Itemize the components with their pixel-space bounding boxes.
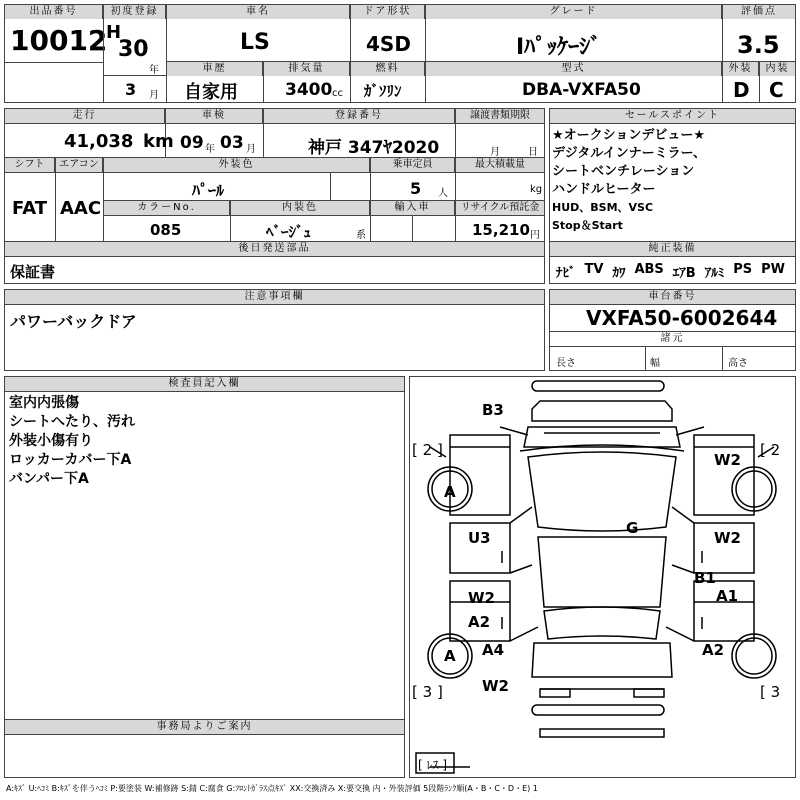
equipment-item: PW	[761, 262, 785, 277]
capacity: 5	[410, 179, 422, 198]
diagram-mark: A4	[482, 641, 505, 659]
recycle-amount: 15,210	[472, 221, 530, 239]
diagram-mark: A1	[716, 587, 739, 605]
bracket-top-right: [ 2	[760, 441, 781, 459]
bracket-bottom-left: [ 3 ]	[412, 683, 443, 701]
int-color-label: 内装色	[231, 201, 370, 215]
grade-label: グレード	[426, 5, 722, 19]
recycle-label: リサイクル預託金	[456, 201, 544, 215]
max-load-unit: kg	[530, 184, 543, 195]
mileage: 41,038	[64, 131, 134, 152]
aircon: AAC	[60, 198, 102, 219]
sales-point-list	[552, 127, 706, 235]
capacity-unit: 人	[438, 188, 448, 199]
resu-label: [ ﾚｽ ]	[418, 758, 448, 772]
sales-point-line: シートベンチレーション	[552, 164, 695, 179]
diagram-mark: A2	[702, 641, 725, 659]
inspection-year-unit: 年	[205, 144, 215, 155]
first-reg-month: 3	[125, 80, 137, 99]
history-label: 車歴	[167, 62, 263, 76]
notes-label: 注意事項欄	[5, 290, 544, 304]
office-label: 事務局よりご案内	[5, 720, 404, 734]
aircon-label: エアコン	[56, 158, 103, 172]
equipment-item: TV	[584, 262, 604, 277]
mileage-unit: km	[143, 131, 174, 152]
inspection-label: 車検	[166, 109, 263, 123]
color-no-label: カラーNo.	[104, 201, 230, 215]
equipment-item: PS	[733, 262, 753, 277]
first-reg-era: H	[106, 22, 122, 43]
equipment-label: 純正装備	[550, 242, 795, 256]
inspector-line: バンパー下A	[9, 471, 89, 487]
import-label: 輸入車	[371, 201, 455, 215]
plate-number: 神戸 347ﾔ2020	[308, 138, 440, 158]
equipment-item: ｶﾜ	[612, 266, 626, 281]
displacement: 3400	[285, 80, 333, 100]
specs-height-label: 高さ	[728, 358, 748, 369]
diagram-mark: W2	[482, 677, 509, 695]
mileage-label: 走行	[5, 109, 165, 123]
inspector-line: 室内内張傷	[9, 395, 79, 411]
equipment-list	[556, 262, 785, 281]
later-parts: 保証書	[10, 263, 56, 281]
int-color: ﾍﾞｰｼﾞｭ	[266, 223, 312, 241]
car-outline	[410, 377, 795, 777]
exterior-label: 外装	[723, 62, 759, 76]
grade: Iﾊﾟｯｹｰｼﾞ	[516, 35, 602, 60]
diagram-mark: A2	[468, 613, 491, 631]
max-load-label: 最大積載量	[456, 158, 544, 172]
plate-label: 登録番号	[264, 109, 455, 123]
door-label: ドア形状	[351, 5, 425, 19]
first-reg-month-unit: 月	[149, 90, 159, 101]
equipment-item: ｱﾙﾐ	[704, 266, 725, 281]
interior-label: 内装	[760, 62, 795, 76]
int-color-suffix: 系	[356, 230, 366, 241]
inspection-year: 09	[180, 133, 204, 153]
equipment-item: ｴｱB	[672, 266, 696, 281]
ext-color: ﾊﾟｰﾙ	[192, 181, 225, 200]
transfer-month-unit: 月	[490, 147, 500, 158]
equipment-item: ﾅﾋﾞ	[556, 266, 576, 281]
ext-color-label: 外装色	[104, 158, 370, 172]
sales-point-line: ★オークションデビュー★	[552, 128, 706, 143]
color-no: 085	[150, 221, 182, 239]
shift: FAT	[12, 198, 48, 219]
diagram-mark: G	[626, 519, 639, 537]
bracket-bottom-right: [ 3	[760, 683, 781, 701]
inspector-line: ロッカーカバー下A	[9, 452, 132, 468]
sales-point-line: HUD、BSM、VSC	[552, 201, 654, 214]
transfer-day-unit: 日	[528, 147, 538, 158]
inspector-line: 外装小傷有り	[9, 433, 93, 449]
diagram-mark: B3	[482, 401, 504, 419]
first-reg-year: 30	[118, 37, 149, 62]
first-reg-label: 初度登録	[104, 5, 166, 19]
lot-label: 出品番号	[5, 5, 103, 19]
fuel-label: 燃料	[351, 62, 425, 76]
model-label: 型式	[426, 62, 722, 76]
diagram-mark: A	[444, 647, 456, 665]
inspector-line: シートへたり、汚れ	[9, 414, 135, 430]
chassis-label: 車台番号	[550, 290, 795, 304]
sales-point-line: Stop＆Start	[552, 219, 623, 232]
first-reg-year-unit: 年	[149, 65, 159, 76]
inspection-month: 03	[220, 133, 244, 153]
car-name-label: 車名	[167, 5, 350, 19]
diagram-mark: W2	[714, 451, 741, 469]
car-diagram	[409, 376, 796, 778]
inspection-month-unit: 月	[246, 144, 256, 155]
recycle-unit: 円	[530, 230, 540, 241]
door-type: 4SD	[366, 32, 411, 56]
chassis-number: VXFA50-6002644	[586, 306, 778, 330]
displacement-label: 排気量	[264, 62, 350, 76]
equipment-item: ABS	[634, 262, 664, 277]
score: 3.5	[737, 31, 780, 59]
transfer-label: 譲渡書類期限	[456, 109, 544, 123]
bracket-top-left: [ 2 ]	[412, 441, 443, 459]
legend: A:ｷｽﾞ U:ﾍｺﾐ B:ｷｽﾞを伴うﾍｺﾐ P:要塗装 W:補修跡 S:錆 C:腐食 G:ﾌﾛﾝﾄｶﾞﾗｽ点ｷｽﾞ XX:交換済み X:要交換 内・外装評価 5段階ﾗﾝｸ順(A・B・C・D・E) 1	[6, 784, 538, 793]
sales-point-line: ハンドルヒーター	[552, 182, 656, 197]
specs-length-label: 長さ	[556, 358, 576, 369]
later-parts-label: 後日発送部品	[5, 242, 544, 256]
diagram-mark: U3	[468, 529, 491, 547]
lot-number: 10012	[10, 24, 108, 57]
inspector-notes	[9, 394, 135, 489]
diagram-mark: A	[444, 483, 456, 501]
notes-text: パワーバックドア	[10, 312, 137, 331]
diagram-mark: W2	[714, 529, 741, 547]
diagram-mark: W2	[468, 589, 495, 607]
diagram-mark: B1	[694, 569, 716, 587]
inspector-label: 検査員記入欄	[5, 377, 404, 391]
score-label: 評価点	[723, 5, 795, 19]
capacity-label: 乗車定員	[371, 158, 455, 172]
model: DBA-VXFA50	[522, 80, 641, 100]
specs-width-label: 幅	[650, 358, 660, 369]
sales-point-line: デジタルインナーミラー、	[552, 146, 707, 161]
interior-grade: C	[769, 78, 784, 102]
displacement-unit: cc	[332, 88, 343, 99]
exterior-grade: D	[733, 78, 750, 102]
car-name: LS	[240, 30, 270, 55]
shift-label: シフト	[5, 158, 55, 172]
history: 自家用	[184, 82, 238, 103]
specs-label: 諸元	[550, 332, 795, 346]
sales-point-label: セールスポイント	[550, 109, 795, 123]
fuel: ｶﾞｿﾘﾝ	[364, 82, 402, 100]
